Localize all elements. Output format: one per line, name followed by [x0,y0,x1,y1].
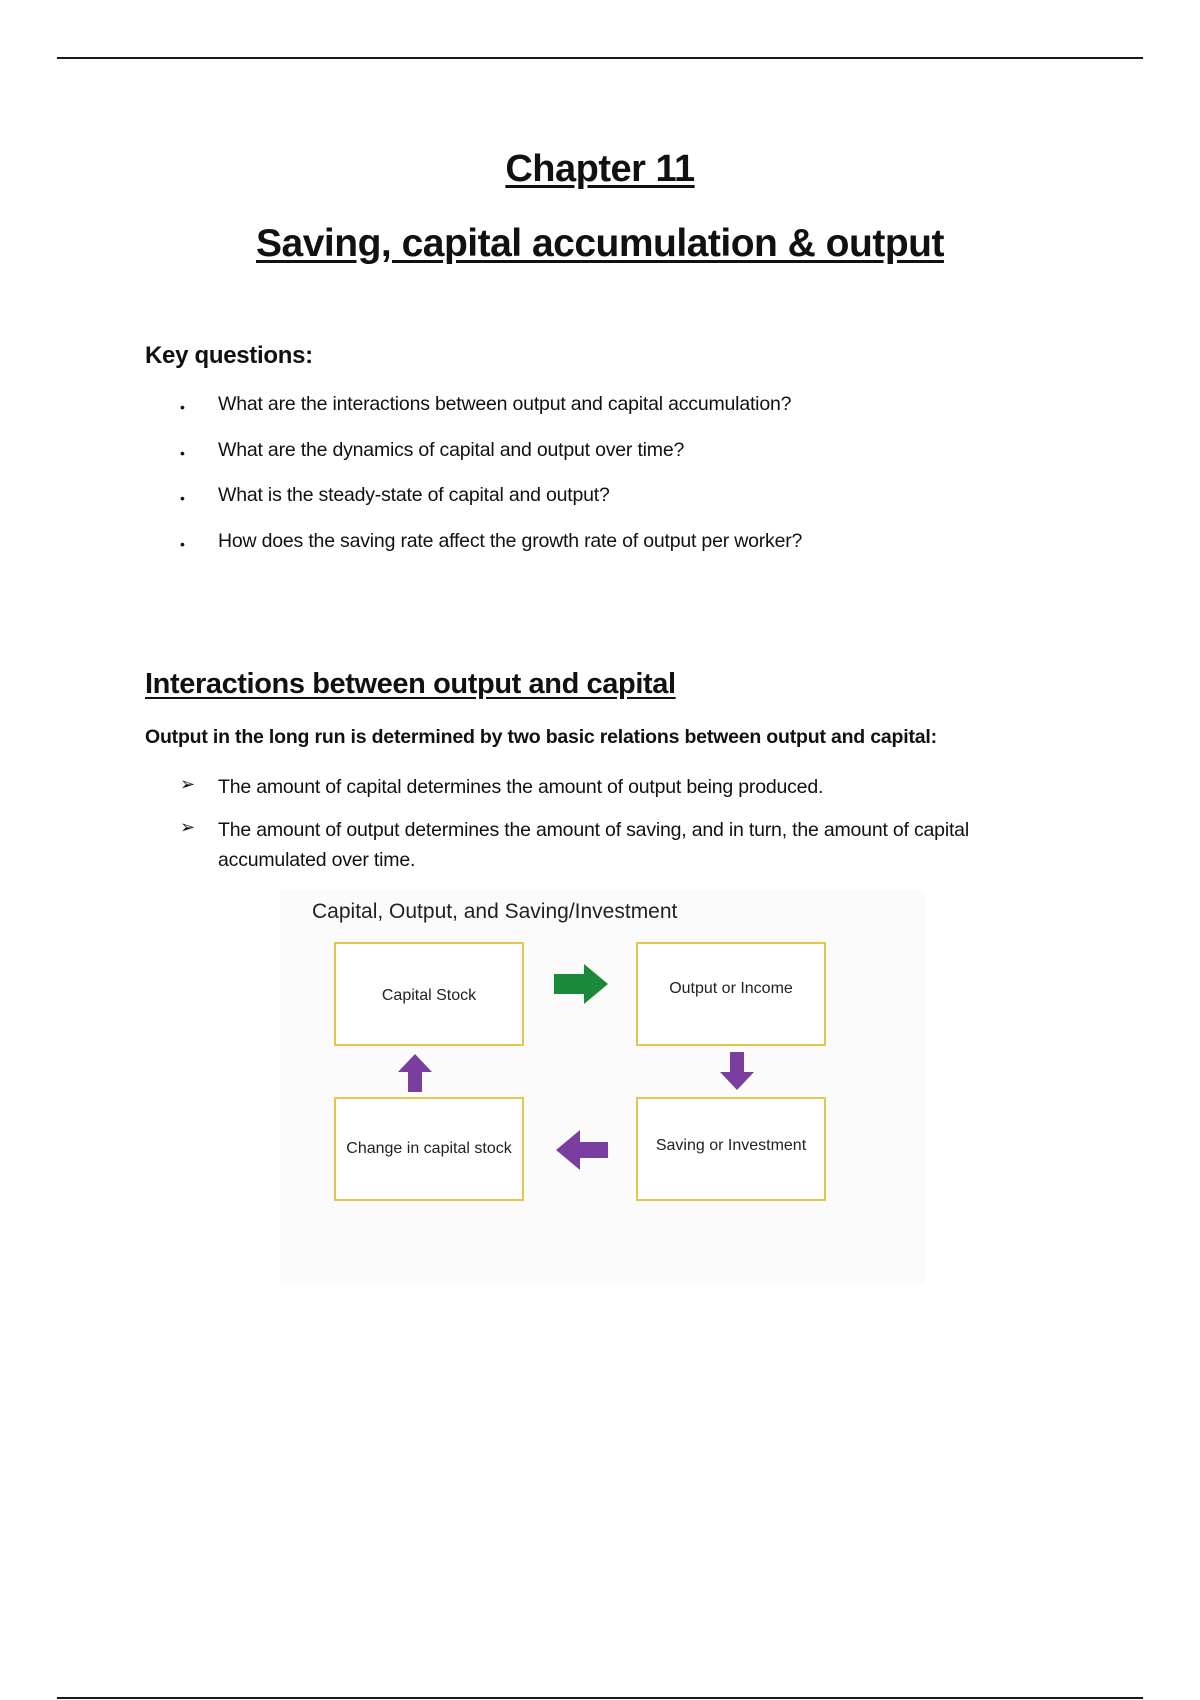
output-label: Output or Income [669,980,793,997]
key-question-text: How does the saving rate affect the growth rate of output per worker? [218,530,803,552]
bottom-rule [57,1697,1143,1699]
top-rule [57,57,1143,59]
diagram-title: Capital, Output, and Saving/Investment [312,900,678,923]
arrow-up-icon [398,1054,432,1092]
bullet-icon: • [180,490,185,506]
key-question-text: What are the interactions between output and capital accumulation? [218,393,792,415]
capital-stock-box [334,942,524,1046]
change-in-capital-box [334,1097,524,1201]
arrow-left-icon [556,1130,608,1170]
change-in-capital-label: Change in capital stock [346,1140,512,1157]
relation-text: The amount of capital determines the amount of output being produced. [218,776,824,798]
relation-text: The amount of output determines the amount of saving, and in turn, the amount of capital accumulated over time. [218,819,969,871]
key-question-text: What are the dynamics of capital and output over time? [218,439,685,461]
list-item [0,438,1200,468]
bullet-icon: • [180,445,185,461]
list-item [0,483,1200,513]
section-intro: Output in the long run is determined by two basic relations between output and capital: [145,726,937,748]
saving-box [636,1097,826,1201]
output-box [636,942,826,1046]
arrow-bullet-icon: ➢ [180,817,196,837]
chapter-title: Saving, capital accumulation & output [256,222,944,265]
saving-label: Saving or Investment [655,1137,807,1154]
arrow-down-icon [720,1052,754,1090]
key-question-text: What is the steady-state of capital and output? [218,484,610,506]
list-item [0,392,1200,422]
bullet-icon: • [180,399,185,415]
arrow-bullet-icon: ➢ [180,774,196,794]
arrow-right-icon [554,964,608,1004]
chapter-number: Chapter 11 [505,148,695,190]
capital-stock-label: Capital Stock [381,987,477,1004]
capital-output-diagram [280,890,925,1285]
list-item [0,529,1200,559]
key-questions-heading: Key questions: [145,342,313,369]
section-heading: Interactions between output and capital [145,668,676,700]
bullet-icon: • [180,536,185,552]
